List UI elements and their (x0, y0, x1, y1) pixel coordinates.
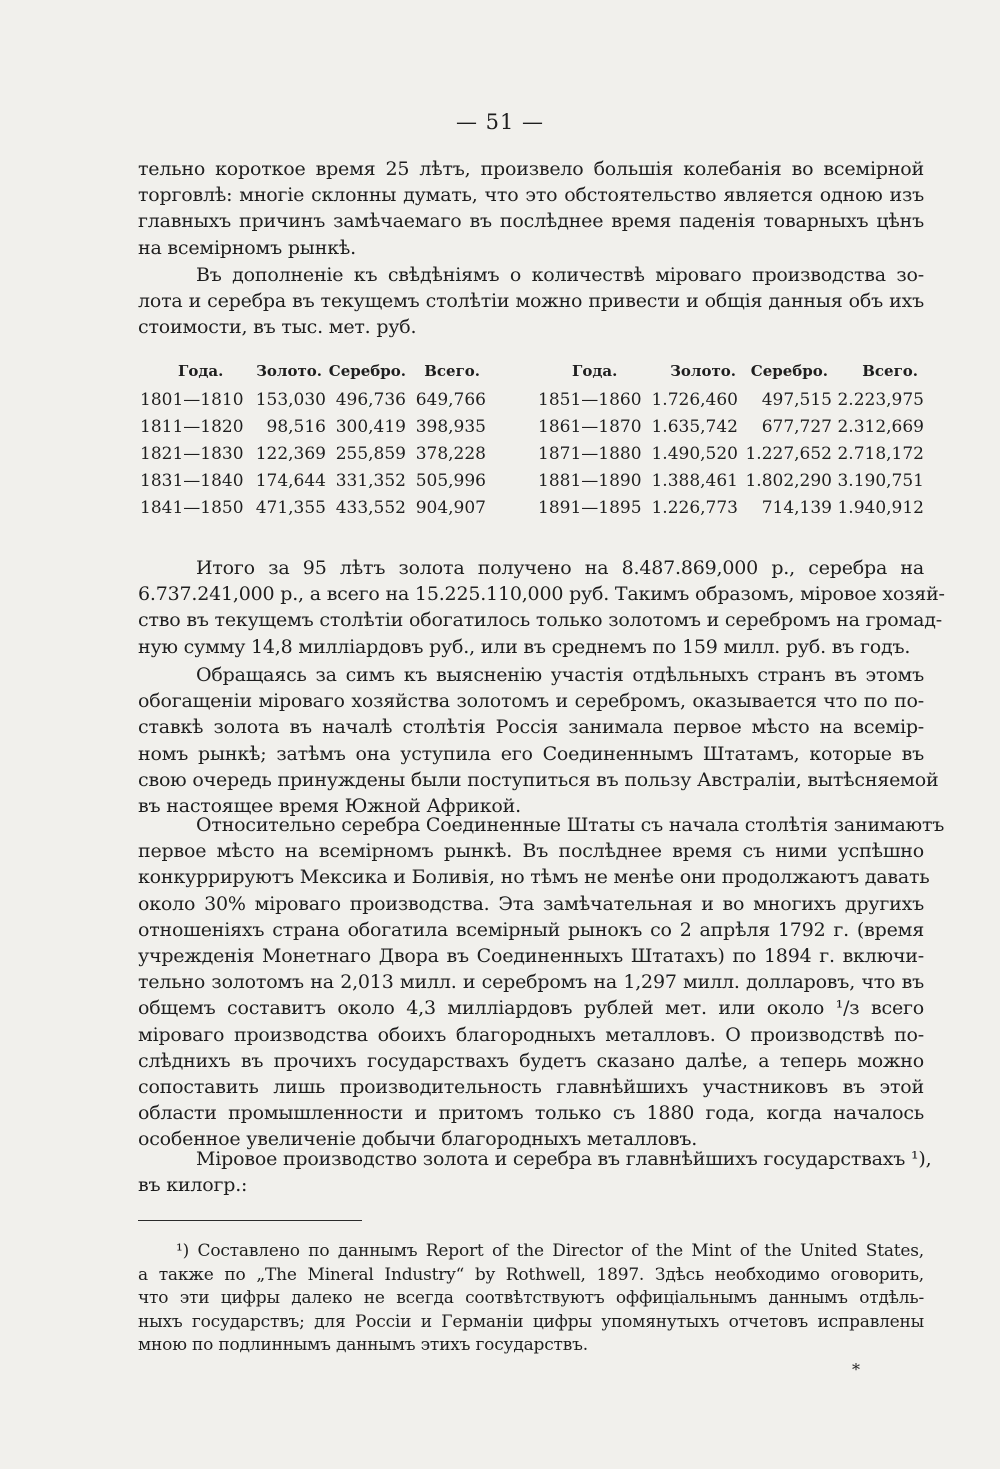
footnote-line: что эти цифры далеко не всегда соотвѣтствуютъ оффиціальнымъ даннымъ отдѣль- (138, 1288, 924, 1308)
footnote (138, 1240, 924, 1358)
text-line: ную сумму 14,8 милліардовъ руб., или въ среднемъ по 159 милл. руб. въ годъ. (138, 635, 911, 658)
footnote-line: ¹) Составлено по даннымъ Report of the Director of the Mint of the United States, (176, 1241, 924, 1261)
signature-mark: * (852, 1360, 860, 1379)
table-cell: 496,736 (335, 390, 406, 410)
text-line: общемъ составитъ около 4,3 милліардовъ рублей мет. или около ¹/з всего (138, 997, 924, 1020)
footnote-line: ныхъ государствъ; для Россіи и Германіи цифры упомянутыхъ отчетовъ исправлены (138, 1311, 924, 1332)
text-line: Итого за 95 лѣтъ золота получено на 8.487.869,000 р., серебра на (196, 557, 924, 579)
table-cell: 1.802,290 (745, 471, 832, 491)
text-line: тельно короткое время 25 лѣтъ, произвело большія колебанія во всемірной (138, 158, 924, 180)
table-header-cell: Серебро. (328, 362, 406, 380)
text-line: Въ дополненіе къ свѣдѣніямъ о количествѣ міроваго производства зо- (196, 264, 924, 286)
table-cell: 1841—1850 (140, 498, 244, 518)
paragraph-silver (138, 812, 945, 1152)
text-line: первое мѣсто на всемірномъ рынкѣ. Въ послѣднее время съ ними успѣшно (138, 840, 924, 863)
table-cell: 98,516 (266, 417, 326, 437)
text-line: Относительно серебра Соединенные Штаты съ начала столѣтія занимаютъ (196, 814, 945, 836)
page-number: — 51 — (455, 110, 545, 134)
text-line: въ килогр.: (138, 1174, 248, 1197)
table-cell: 1801—1810 (140, 390, 244, 410)
table-cell: 1.940,912 (837, 498, 924, 518)
text-line: свою очередь принуждены были поступиться въ пользу Австраліи, вытѣсняемой (138, 768, 939, 791)
text-line: Обращаясь за симъ къ выясненію участія отдѣльныхъ странъ въ этомъ (196, 664, 924, 686)
paragraph-continuation (138, 156, 924, 261)
table-header-cell: Года. (178, 362, 224, 380)
paragraph-totals (138, 555, 945, 660)
text-line: Міровое производство золота и серебра въ главнѣйшихъ государствахъ ¹), (196, 1148, 932, 1170)
table-cell: 433,552 (335, 498, 406, 518)
text-line: въ настоящее время Южной Африкой. (138, 794, 521, 817)
text-line: учрежденія Монетнаго Двора въ Соединенныхъ Штатахъ) по 1894 г. включи- (138, 944, 924, 967)
table-header-cell: Года. (572, 362, 618, 380)
table-cell: 904,907 (415, 498, 486, 518)
footnote-line: а также по „The Mineral Industry“ by Rothwell, 1897. Здѣсь необходимо оговорить, (138, 1264, 924, 1285)
text-line: лота и серебра въ текущемъ столѣтіи можно привести и общія данныя объ ихъ (138, 290, 924, 313)
text-line: слѣднихъ въ прочихъ государствахъ будетъ сказано далѣе, а теперь можно (138, 1049, 924, 1072)
table-cell: 378,228 (415, 444, 486, 464)
paragraph-countries (138, 662, 939, 819)
text-line: 6.737.241,000 р., а всего на 15.225.110,000 руб. Такимъ образомъ, міровое хозяй- (138, 583, 945, 606)
table-row (138, 471, 928, 498)
text-line: ставкѣ золота въ началѣ столѣтія Россія занимала первое мѣсто на всемір- (138, 716, 924, 739)
table-row (138, 390, 928, 417)
table-cell: 677,727 (761, 417, 832, 437)
table-row (138, 417, 928, 444)
text-line: ство въ текущемъ столѣтіи обогатилось только золотомъ и серебромъ на громад- (138, 609, 942, 632)
table-header-cell: Всего. (862, 362, 918, 380)
table-cell: 1851—1860 (538, 390, 642, 410)
text-line: около 30% міроваго производства. Эта замѣчательная и во многихъ другихъ (138, 892, 924, 915)
table-cell: 331,352 (335, 471, 406, 491)
table-cell: 2.718,172 (837, 444, 924, 464)
table-cell: 1871—1880 (538, 444, 642, 464)
table-cell: 1.226,773 (651, 498, 738, 518)
table-cell: 649,766 (415, 390, 486, 410)
footnote-divider (138, 1220, 362, 1221)
paragraph-intro-table (138, 262, 924, 341)
table-cell: 471,355 (255, 498, 326, 518)
table-header-cell: Золото. (256, 362, 322, 380)
value-table (138, 362, 928, 525)
table-cell: 255,859 (335, 444, 406, 464)
footnote-line: мною по подлиннымъ даннымъ этихъ государствъ. (138, 1335, 588, 1355)
table-cell: 398,935 (415, 417, 486, 437)
text-line: обогащеніи міроваго хозяйства золотомъ и серебромъ, оказывается что по по- (138, 690, 924, 713)
text-line: главныхъ причинъ замѣчаемаго въ послѣднее время паденія товарныхъ цѣнъ (138, 210, 924, 233)
table-cell: 2.312,669 (837, 417, 924, 437)
table-cell: 3.190,751 (837, 471, 924, 491)
table-cell: 1.635,742 (651, 417, 738, 437)
table-cell: 1821—1830 (140, 444, 244, 464)
text-line: номъ рынкѣ; затѣмъ она уступила его Соединеннымъ Штатамъ, которые въ (138, 742, 924, 765)
table-cell: 505,996 (415, 471, 486, 491)
table-row (138, 444, 928, 471)
text-line: міроваго производства обоихъ благородныхъ металловъ. О производствѣ по- (138, 1023, 924, 1046)
text-line: торговлѣ: многіе склонны думать, что это обстоятельство является одною изъ (138, 184, 924, 207)
table-cell: 1881—1890 (538, 471, 642, 491)
text-line: стоимости, въ тыс. мет. руб. (138, 316, 417, 339)
paragraph-world-production (138, 1146, 932, 1198)
text-line: отношеніяхъ страна обогатила всемірный рынокъ со 2 апрѣля 1792 г. (время (138, 918, 924, 941)
table-cell: 714,139 (761, 498, 832, 518)
table-cell: 1.388,461 (651, 471, 738, 491)
table-cell: 174,644 (255, 471, 326, 491)
table-cell: 1.227,652 (745, 444, 832, 464)
table-row (138, 498, 928, 525)
table-cell: 1811—1820 (140, 417, 244, 437)
table-cell: 1861—1870 (538, 417, 642, 437)
table-cell: 1.726,460 (651, 390, 738, 410)
table-header-cell: Серебро. (750, 362, 828, 380)
table-header-row (138, 362, 928, 390)
table-cell: 497,515 (761, 390, 832, 410)
table-header-cell: Золото. (670, 362, 736, 380)
table-cell: 1891—1895 (538, 498, 642, 518)
table-cell: 300,419 (335, 417, 406, 437)
table-header-cell: Всего. (424, 362, 480, 380)
text-line: конкуррируютъ Мексика и Боливія, но тѣмъ не менѣе они продолжаютъ давать (138, 866, 930, 889)
table-cell: 1831—1840 (140, 471, 244, 491)
text-line: на всемірномъ рынкѣ. (138, 236, 356, 259)
text-line: сопоставить лишь производительность главнѣйшихъ участниковъ въ этой (138, 1075, 924, 1098)
table-cell: 1.490,520 (651, 444, 738, 464)
table-cell: 153,030 (255, 390, 326, 410)
text-line: области промышленности и притомъ только съ 1880 года, когда началось (138, 1102, 924, 1125)
text-line: тельно золотомъ на 2,013 милл. и серебромъ на 1,297 милл. долларовъ, что въ (138, 971, 924, 994)
table-cell: 2.223,975 (837, 390, 924, 410)
text-line: особенное увеличеніе добычи благородныхъ металловъ. (138, 1128, 698, 1151)
table-cell: 122,369 (255, 444, 326, 464)
